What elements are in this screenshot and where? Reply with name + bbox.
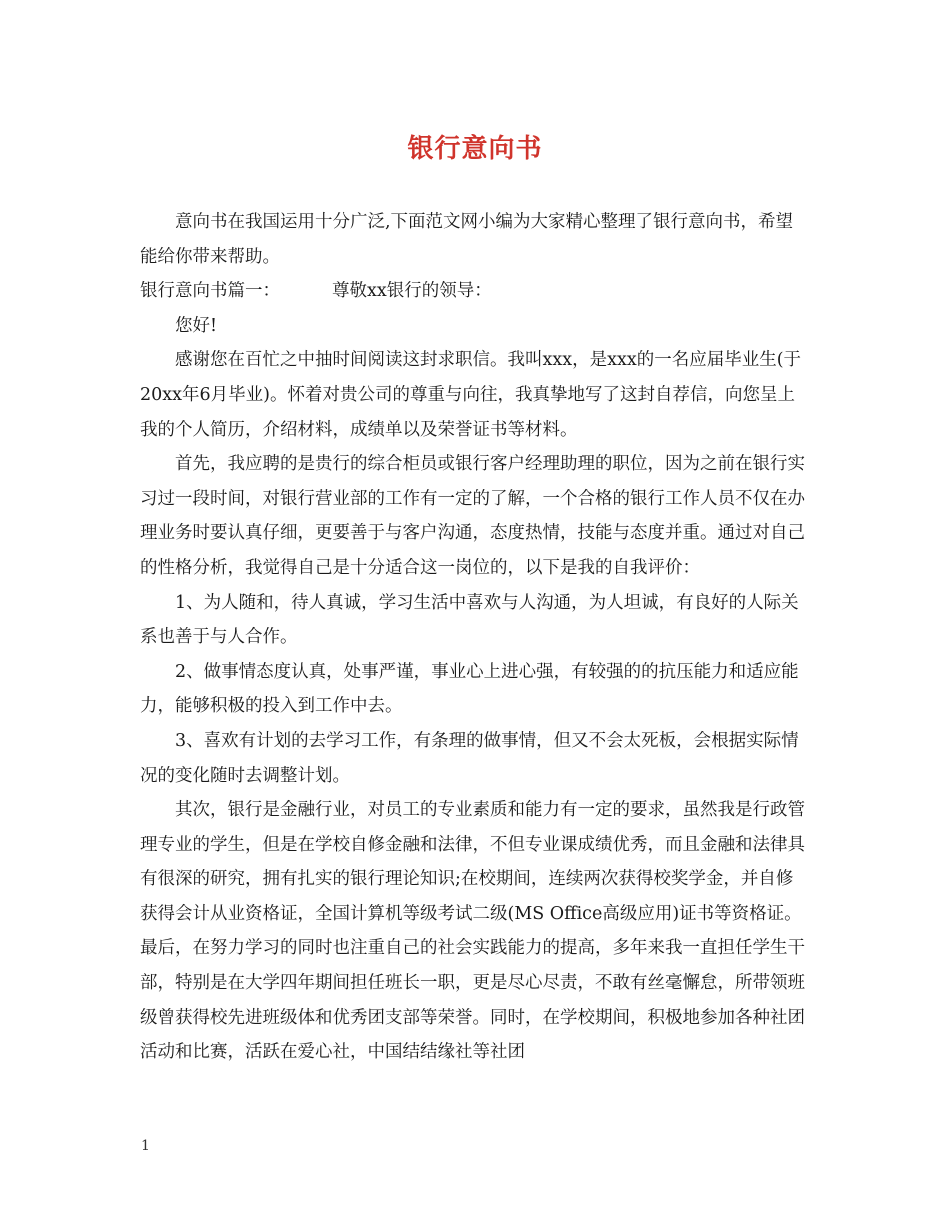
body-paragraph: 感谢您在百忙之中抽时间阅读这封求职信。我叫xxx，是xxx的一名应届毕业生(于20xx年6月毕业)。怀着对贵公司的尊重与向往，我真挚地写了这封自荐信，向您呈上我的个人简历，介绍材料，成绩单以及荣誉证书等材料。 [140,350,802,440]
intro-paragraph: 意向书在我国运用十分广泛,下面范文网小编为大家精心整理了银行意向书，希望能给你带来帮助。 [140,212,794,267]
list-item: 3、喜欢有计划的去学习工作，有条理的做事情，但又不会太死板，会根据实际情况的变化随时去调整计划。 [140,730,799,786]
document-body [140,205,810,1070]
list-item: 2、做事情态度认真，处事严谨，事业心上进心强，有较强的的抗压能力和适应能力，能够积极的投入到工作中去。 [140,661,799,717]
section-heading: 银行意向书篇一： [140,281,280,302]
page-title: 银行意向书 [407,134,543,164]
body-paragraph: 其次，银行是金融行业，对员工的专业素质和能力有一定的要求，虽然我是行政管理专业的学生，但是在学校自修金融和法律，不但专业课成绩优秀，而且金融和法律具有很深的研究，拥有扎实的银行理论知识;在校期间，连续两次获得校奖学金，并自修获得会计从业资格证，全国计算机等级考试二级(MS Office高级应用)证书等资格证。 最后，在努力学习的同时也注重自己的社会实践能力的提高，多年来我一直担任学生干部，特别是在大学四年期间担任班长一职，更是尽心尽责，不敢有丝毫懈怠，所带领班级曾获得校先进班级体和优秀团支部等荣誉。同时，在学校期间，积极地参加各种社团活动和比赛，活跃在爱心社，中国结结缘社等社团 [140,800,805,1063]
salutation: 尊敬xx银行的领导： [332,281,492,302]
body-paragraph: 首先，我应聘的是贵行的综合柜员或银行客户经理助理的职位，因为之前在银行实习过一段时间，对银行营业部的工作有一定的了解，一个合格的银行工作人员不仅在办理业务时要认真仔细，更要善于与客户沟通，态度热情，技能与态度并重。通过对自己的性格分析，我觉得自己是十分适合这一岗位的，以下是我的自我评价： [140,454,805,578]
page-number: 1 [141,1138,150,1154]
greeting-paragraph: 您好! [175,315,218,336]
section-heading-line [140,274,810,309]
list-item: 1、为人随和，待人真诚，学习生活中喜欢与人沟通，为人坦诚，有良好的人际关系也善于与人合作。 [140,592,799,648]
